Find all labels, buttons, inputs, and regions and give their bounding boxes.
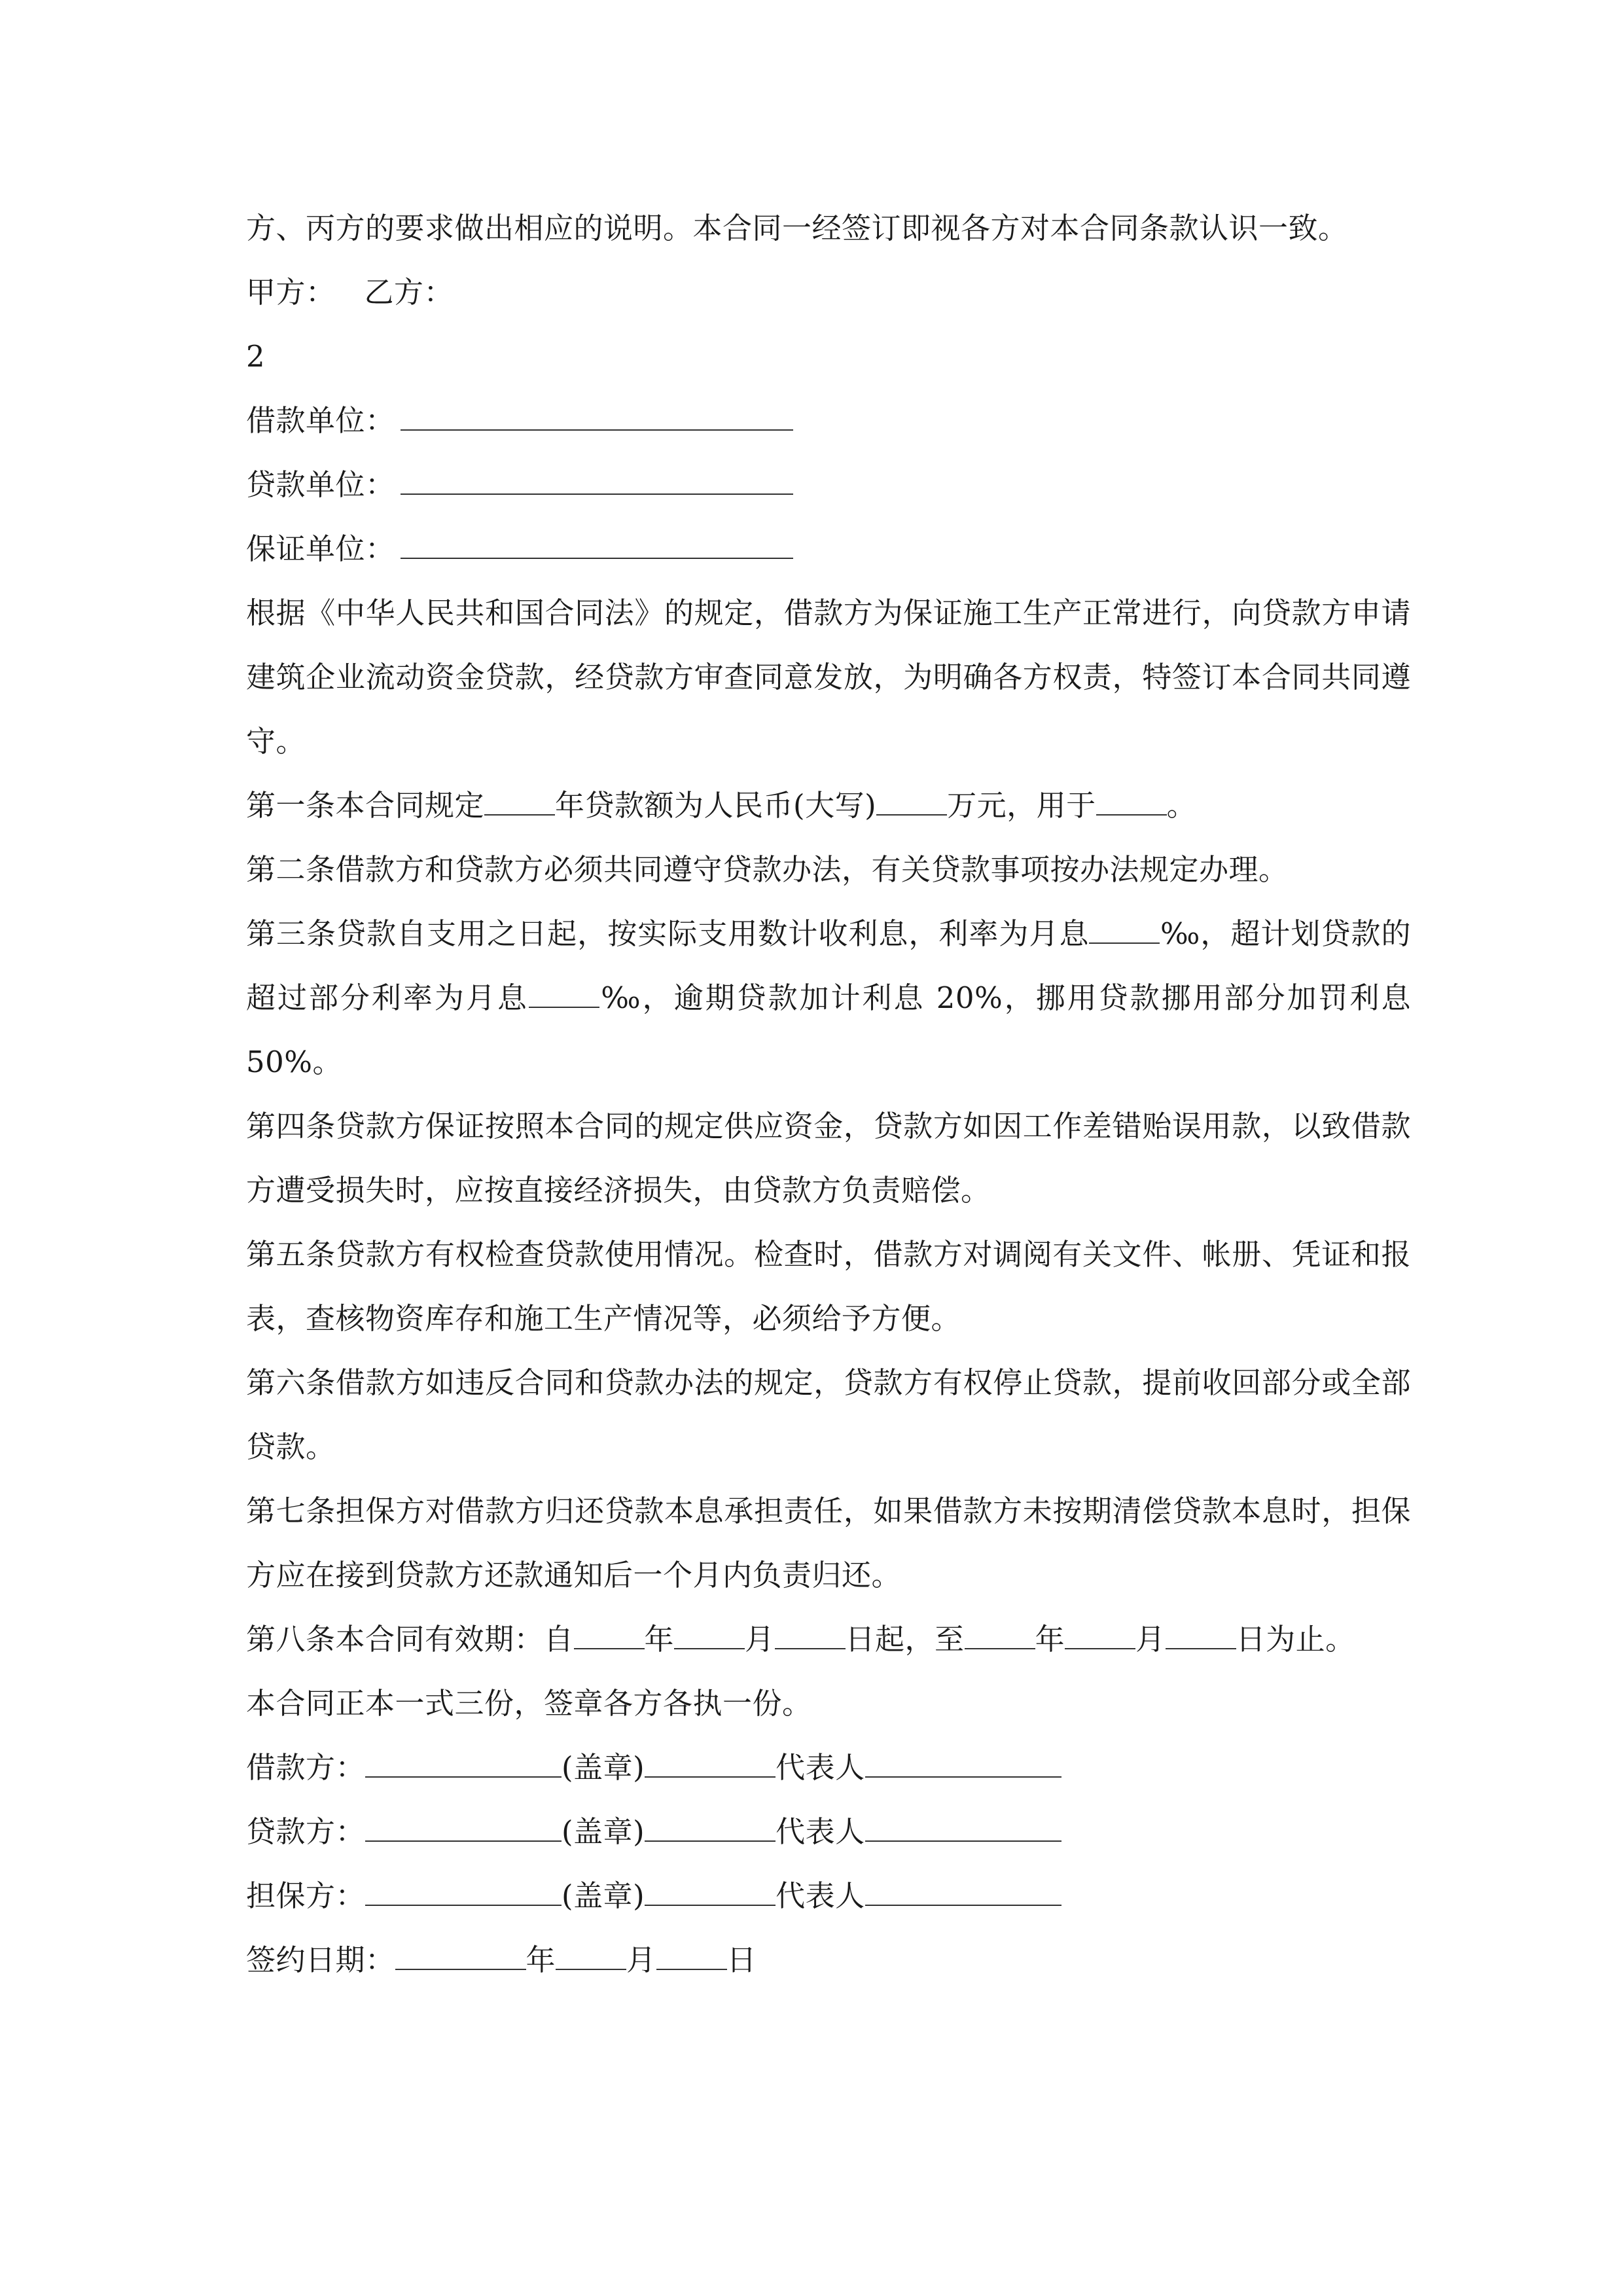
- article-3-text-a: 第三条贷款自支用之日起，按实际支用数计收利息，利率为月息: [246, 916, 1090, 951]
- article-1-year-blank: [484, 787, 555, 816]
- article-7: 第七条担保方对借款方归还贷款本息承担责任，如果借款方未按期清偿贷款本息时，担保方应在接到贷款方还款通知后一个月内负责归还。: [246, 1494, 1411, 1592]
- sign-date-day-blank: [656, 1941, 727, 1970]
- article-8-year-label-2: 年: [1035, 1622, 1065, 1657]
- signature-borrower-blank: [365, 1749, 562, 1778]
- signature-borrower-label: 借款方：: [246, 1750, 366, 1785]
- article-3: [246, 902, 1411, 1094]
- signature-representative-blank: [865, 1813, 1061, 1842]
- article-3-excess-rate-blank: [529, 979, 599, 1008]
- article-8: [246, 1607, 1411, 1672]
- article-1-text-b: 年贷款额为人民币(大写): [555, 788, 877, 823]
- signature-representative-blank: [865, 1749, 1061, 1778]
- signature-lender-blank: [365, 1813, 562, 1842]
- lender-unit-line: [246, 453, 1411, 517]
- article-3-rate-blank: [1089, 915, 1160, 944]
- article-1-purpose-blank: [1096, 787, 1167, 816]
- sign-date-day-label: 日: [726, 1943, 757, 1977]
- signature-representative-label: 代表人: [776, 1750, 865, 1785]
- signature-borrower: [246, 1736, 1411, 1800]
- party-line: [246, 260, 1411, 325]
- guarantor-unit-line: [246, 517, 1411, 581]
- article-8-to-day-blank: [1166, 1621, 1236, 1649]
- signature-guarantor: [246, 1864, 1411, 1928]
- article-8-text-c: 日为止。: [1236, 1622, 1355, 1657]
- borrower-unit-blank: [401, 402, 793, 431]
- sign-date-year-label: 年: [526, 1943, 556, 1977]
- signature-seal-blank: [645, 1877, 776, 1906]
- article-1-amount-blank: [876, 787, 947, 816]
- signature-seal-blank: [645, 1749, 776, 1778]
- article-8-to-year-blank: [965, 1621, 1035, 1649]
- sign-date-month-label: 月: [626, 1943, 656, 1977]
- copies-line: 本合同正本一式三份，签章各方各执一份。: [246, 1686, 812, 1721]
- article-5: 第五条贷款方有权检查贷款使用情况。检查时，借款方对调阅有关文件、帐册、凭证和报表，查核物资库存和施工生产情况等，必须给予方便。: [246, 1237, 1411, 1336]
- article-8-from-day-blank: [775, 1621, 846, 1649]
- article-1: [246, 774, 1411, 838]
- article-8-text-a: 第八条本合同有效期：自: [246, 1622, 574, 1657]
- signature-seal-label: (盖章): [562, 1750, 645, 1785]
- article-8-month-label: 月: [745, 1622, 775, 1657]
- borrower-unit-line: [246, 389, 1411, 453]
- borrower-unit-label: 借款单位：: [246, 403, 395, 438]
- party-b-label: 乙方：: [364, 275, 454, 310]
- guarantor-unit-blank: [401, 530, 793, 559]
- article-1-text-d: 。: [1166, 788, 1197, 823]
- article-8-from-month-blank: [674, 1621, 745, 1649]
- article-3-text-b: ‰，超计划贷款的超过部分利率为月息: [246, 916, 1411, 1015]
- signature-representative-blank: [865, 1877, 1061, 1906]
- article-2: 第二条借款方和贷款方必须共同遵守贷款办法，有关贷款事项按办法规定办理。: [246, 852, 1289, 887]
- article-4: 第四条贷款方保证按照本合同的规定供应资金，贷款方如因工作差错贻误用款，以致借款方遭受损失时，应按直接经济损失，由贷款方负责赔偿。: [246, 1109, 1411, 1208]
- article-8-month-label-2: 月: [1135, 1622, 1166, 1657]
- article-8-from-year-blank: [574, 1621, 645, 1649]
- signature-lender-label: 贷款方：: [246, 1814, 366, 1849]
- article-8-year-label: 年: [644, 1622, 675, 1657]
- article-1-text-c: 万元，用于: [947, 788, 1096, 823]
- signature-representative-label: 代表人: [776, 1814, 865, 1849]
- sign-date-year-blank: [395, 1941, 526, 1970]
- article-8-to-month-blank: [1065, 1621, 1135, 1649]
- article-8-text-b: 日起，至: [845, 1622, 965, 1657]
- sign-date-month-blank: [556, 1941, 626, 1970]
- preamble-paragraph: 根据《中华人民共和国合同法》的规定，借款方为保证施工生产正常进行，向贷款方申请建筑企业流动资金贷款，经贷款方审查同意发放，为明确各方权责，特签订本合同共同遵守。: [246, 596, 1411, 759]
- contract-body: [246, 196, 1411, 1992]
- article-1-text-a: 第一条本合同规定: [246, 788, 485, 823]
- signature-seal-label: (盖章): [562, 1878, 645, 1913]
- intro-tail-paragraph: 方、丙方的要求做出相应的说明。本合同一经签订即视各方对本合同条款认识一致。: [246, 211, 1348, 245]
- signature-seal-label: (盖章): [562, 1814, 645, 1849]
- party-a-label: 甲方：: [246, 275, 336, 310]
- lender-unit-blank: [401, 466, 793, 495]
- page-number: 2: [246, 339, 266, 374]
- signature-representative-label: 代表人: [776, 1878, 865, 1913]
- signature-lender: [246, 1800, 1411, 1864]
- sign-date-line: [246, 1928, 1411, 1992]
- guarantor-unit-label: 保证单位：: [246, 531, 395, 566]
- signature-seal-blank: [645, 1813, 776, 1842]
- article-3-text-c: ‰，逾期贷款加计利息 20%，挪用贷款挪用部分加罚利息 50%。: [246, 980, 1411, 1079]
- signature-guarantor-label: 担保方：: [246, 1878, 366, 1913]
- lender-unit-label: 贷款单位：: [246, 467, 395, 502]
- article-6: 第六条借款方如违反合同和贷款办法的规定，贷款方有权停止贷款，提前收回部分或全部贷款。: [246, 1365, 1411, 1464]
- sign-date-label: 签约日期：: [246, 1943, 395, 1977]
- signature-guarantor-blank: [365, 1877, 562, 1906]
